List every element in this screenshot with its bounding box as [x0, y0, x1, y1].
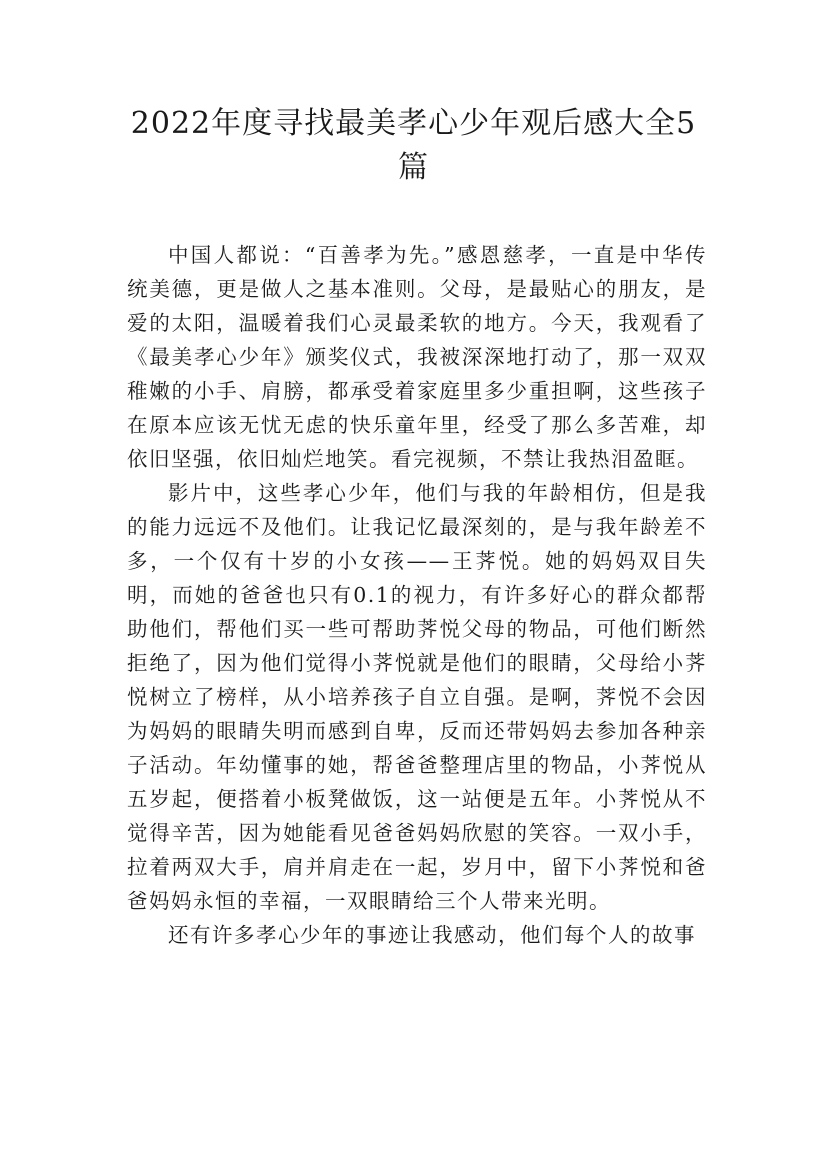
paragraph-3: 还有许多孝心少年的事迹让我感动，他们每个人的故事 — [168, 923, 696, 947]
title-line-1: 2022年度寻找最美孝心少年观后感大全5 — [130, 106, 697, 141]
paragraph-1: 中国人都说：“百善孝为先。”感恩慈孝，一直是中华传统美德，更是做人之基本准则。父母，是最贴心的朋友，是爱的太阳，温暖着我们心灵最柔软的地方。今天，我观看了《最美孝心少年》颁奖仪式，我被深深地打动了，那一双双稚嫩的小手、肩膀，都承受着家庭里多少重担啊，这些孩子在原本应该无忧无虑的快乐童年里，经受了那么多苦难，却依旧坚强，依旧灿烂地笑。看完视频，不禁让我热泪盈眶。 — [127, 243, 707, 471]
paragraph-2: 影片中，这些孝心少年，他们与我的年龄相仿，但是我的能力远远不及他们。让我记忆最深刻的，是与我年龄差不多，一个仅有十岁的小女孩——王荠悦。她的妈妈双目失明，而她的爸爸也只有0.1的视力，有许多好心的群众都帮助他们，帮他们买一些可帮助荠悦父母的物品，可他们断然拒绝了，因为他们觉得小荠悦就是他们的眼睛，父母给小荠悦树立了榜样，从小培养孩子自立自强。是啊，荠悦不会因为妈妈的眼睛失明而感到自卑，反而还带妈妈去参加各种亲子活动。年幼懂事的她，帮爸爸整理店里的物品，小荠悦从五岁起，便搭着小板凳做饭，这一站便是五年。小荠悦从不觉得辛苦，因为她能看见爸爸妈妈欣慰的笑容。一双小手，拉着两双大手，肩并肩走在一起，岁月中，留下小荠悦和爸爸妈妈永恒的幸福，一双眼睛给三个人带来光明。 — [127, 481, 707, 913]
document-title — [110, 102, 717, 190]
title-line-2: 篇 — [398, 150, 429, 185]
document-body — [127, 238, 707, 952]
